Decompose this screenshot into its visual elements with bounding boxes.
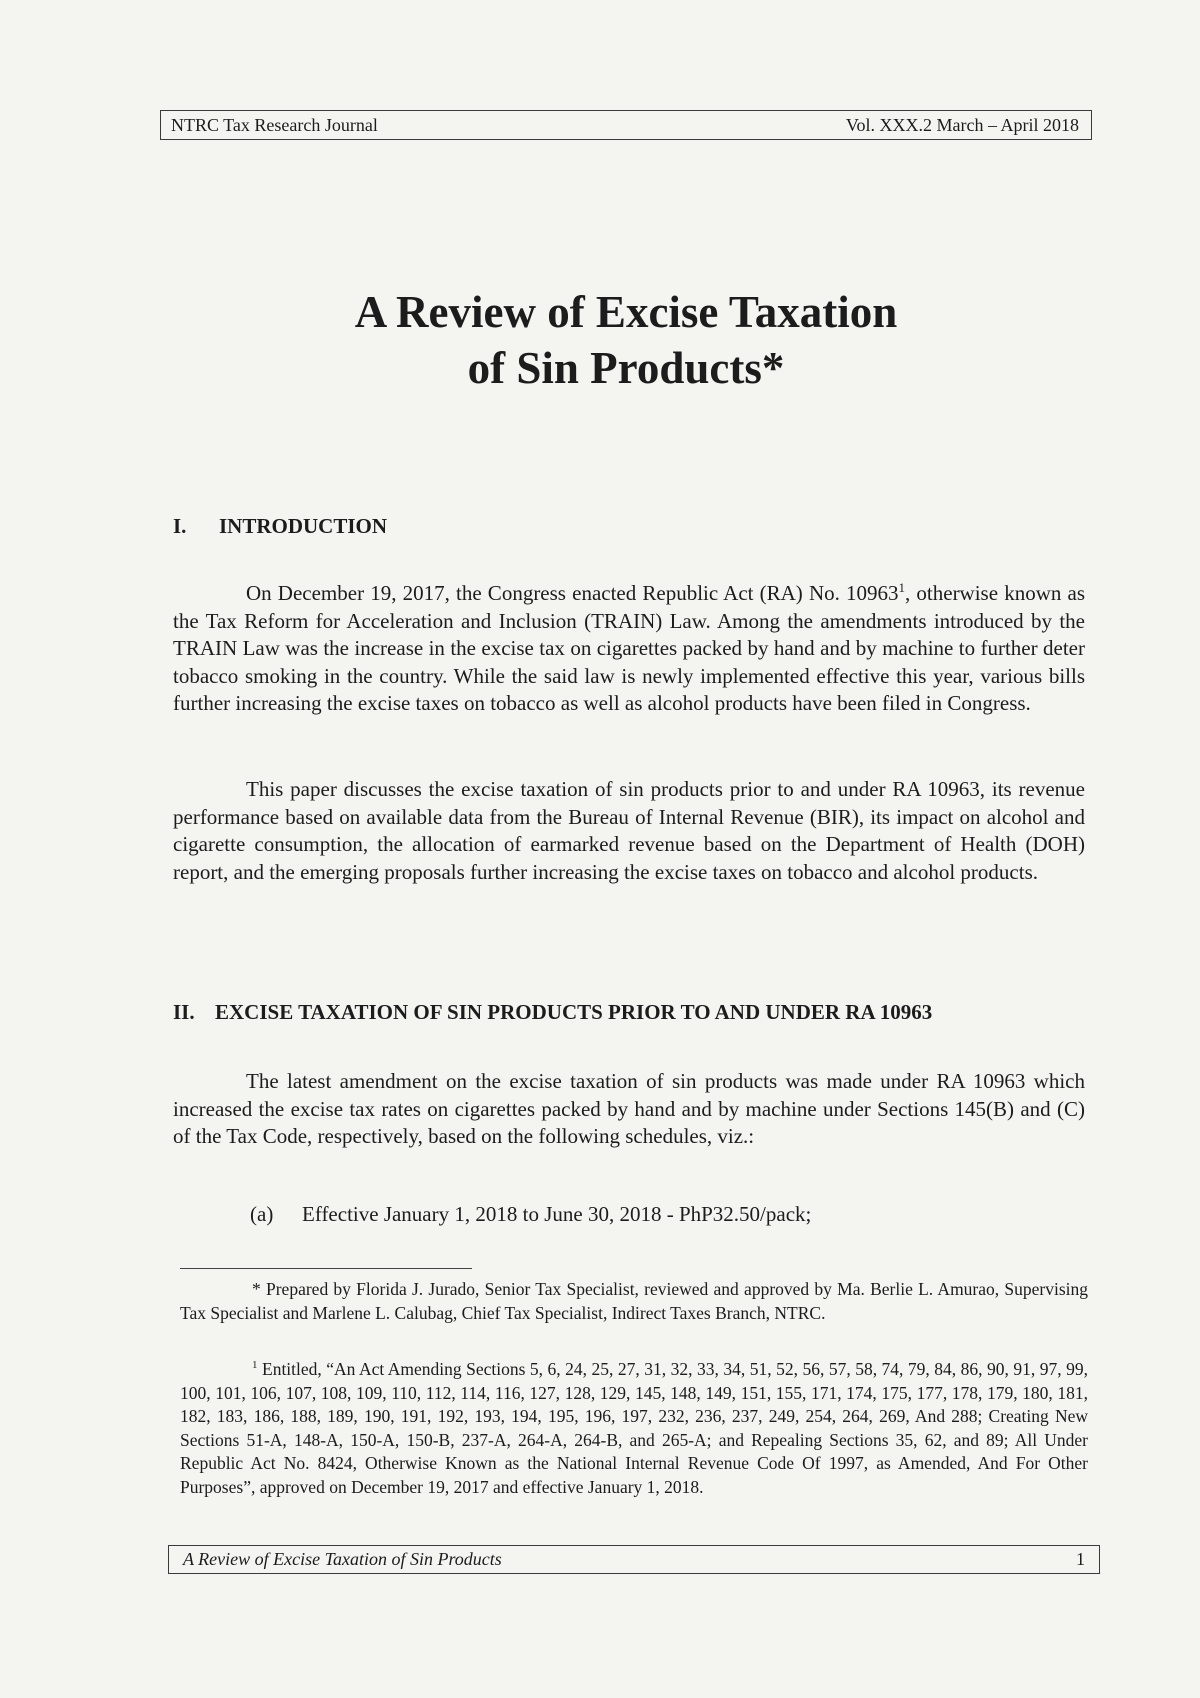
section-1-number: I. <box>173 514 187 538</box>
section-2-paragraph-1-text: The latest amendment on the excise taxation of sin products was made under RA 10963 which increased the excise tax rates on cigarettes packed by hand and by machine under Sections 145(B) and (C) of the Tax Code, respectively, based on the following schedules, viz.: <box>173 1069 1085 1148</box>
section-1-paragraph-1-continued: , otherwise known as the Tax Reform for Acceleration and Inclusion (TRAIN) Law. Among the amendments introduced by the TRAIN Law was the increase in the excise tax on cigarettes packed by hand and by machine to further deter tobacco smoking in the country. While the said law is newly implemented effective this year, various bills further increasing the excise taxes on tobacco as well as alcohol products have been filed in Congress. <box>173 581 1085 715</box>
running-header <box>160 110 1092 140</box>
footnote-star-text: Prepared by Florida J. Jurado, Senior Tax Specialist, reviewed and approved by Ma. Berlie L. Amurao, Supervising Tax Specialist and Marlene L. Calubag, Chief Tax Specialist, Indirect Taxes Branch, NTRC. <box>180 1279 1089 1323</box>
schedule-item-a <box>250 1202 811 1227</box>
footnote-1-mark: 1 <box>252 1359 258 1372</box>
section-2-heading <box>173 1000 932 1025</box>
paper-title-line-2: of Sin Products* <box>467 343 785 393</box>
footnote-divider <box>180 1268 472 1269</box>
schedule-item-text: Effective January 1, 2018 to June 30, 2018 - PhP32.50/pack; <box>302 1202 812 1226</box>
section-1-paragraph-2 <box>173 776 1085 886</box>
footnote-star <box>180 1278 1088 1325</box>
section-1-title: INTRODUCTION <box>219 514 388 538</box>
section-1-heading <box>173 514 387 539</box>
footnote-1-text: Entitled, “An Act Amending Sections 5, 6, 24, 25, 27, 31, 32, 33, 34, 51, 52, 56, 57, 58, 74, 79, 84, 86, 90, 91, 97, 99, 100, 101, 106, 107, 108, 109, 110, 112, 114, 116, 127, 128, 129, 145, 148, 149, 151, 155, 171, 174, 175, 177, 178, 179, 180, 181, 182, 183, 186, 188, 189, 190, 191, 192, 193, 194, 195, 196, 197, 232, 236, 237, 249, 254, 264, 269, And 288; Creating New Sections 51-A, 148-A, 150-A, 150-B, 237-A, 264-A, 264-B, and 265-A; and Repealing Sections 35, 62, and 89; All Under Republic Act No. 8424, Otherwise Known as the National Internal Revenue Code Of 1997, as Amended, And For Other Purposes”, approved on December 19, 2017 and effective January 1, 2018. <box>180 1359 1089 1497</box>
journal-name: NTRC Tax Research Journal <box>171 114 378 135</box>
section-2-number: II. <box>173 1000 195 1024</box>
volume-info: Vol. XXX.2 March – April 2018 <box>845 114 1079 135</box>
footnote-1 <box>180 1358 1088 1499</box>
schedule-item-label: (a) <box>250 1202 274 1226</box>
running-footer <box>168 1545 1100 1574</box>
page-number: 1 <box>1076 1549 1085 1569</box>
footer-title: A Review of Excise Taxation of Sin Products <box>183 1549 502 1569</box>
footnote-star-mark: * <box>252 1279 261 1299</box>
section-1-paragraph-1-text: On December 19, 2017, the Congress enacted Republic Act (RA) No. 10963 <box>246 581 899 605</box>
section-2-paragraph-1 <box>173 1068 1085 1151</box>
section-1-paragraph-1 <box>173 580 1085 718</box>
footnote-1-reference: 1 <box>898 580 906 595</box>
section-2-title: EXCISE TAXATION OF SIN PRODUCTS PRIOR TO AND UNDER RA 10963 <box>215 1000 933 1024</box>
section-1-paragraph-2-text: This paper discusses the excise taxation of sin products prior to and under RA 10963, its revenue performance based on available data from the Bureau of Internal Revenue (BIR), its impact on alcohol and cigarette consumption, the allocation of earmarked revenue based on the Department of Health (DOH) report, and the emerging proposals further increasing the excise taxes on tobacco and alcohol products. <box>173 777 1085 884</box>
paper-title <box>160 284 1092 396</box>
paper-title-line-1: A Review of Excise Taxation <box>354 287 898 337</box>
